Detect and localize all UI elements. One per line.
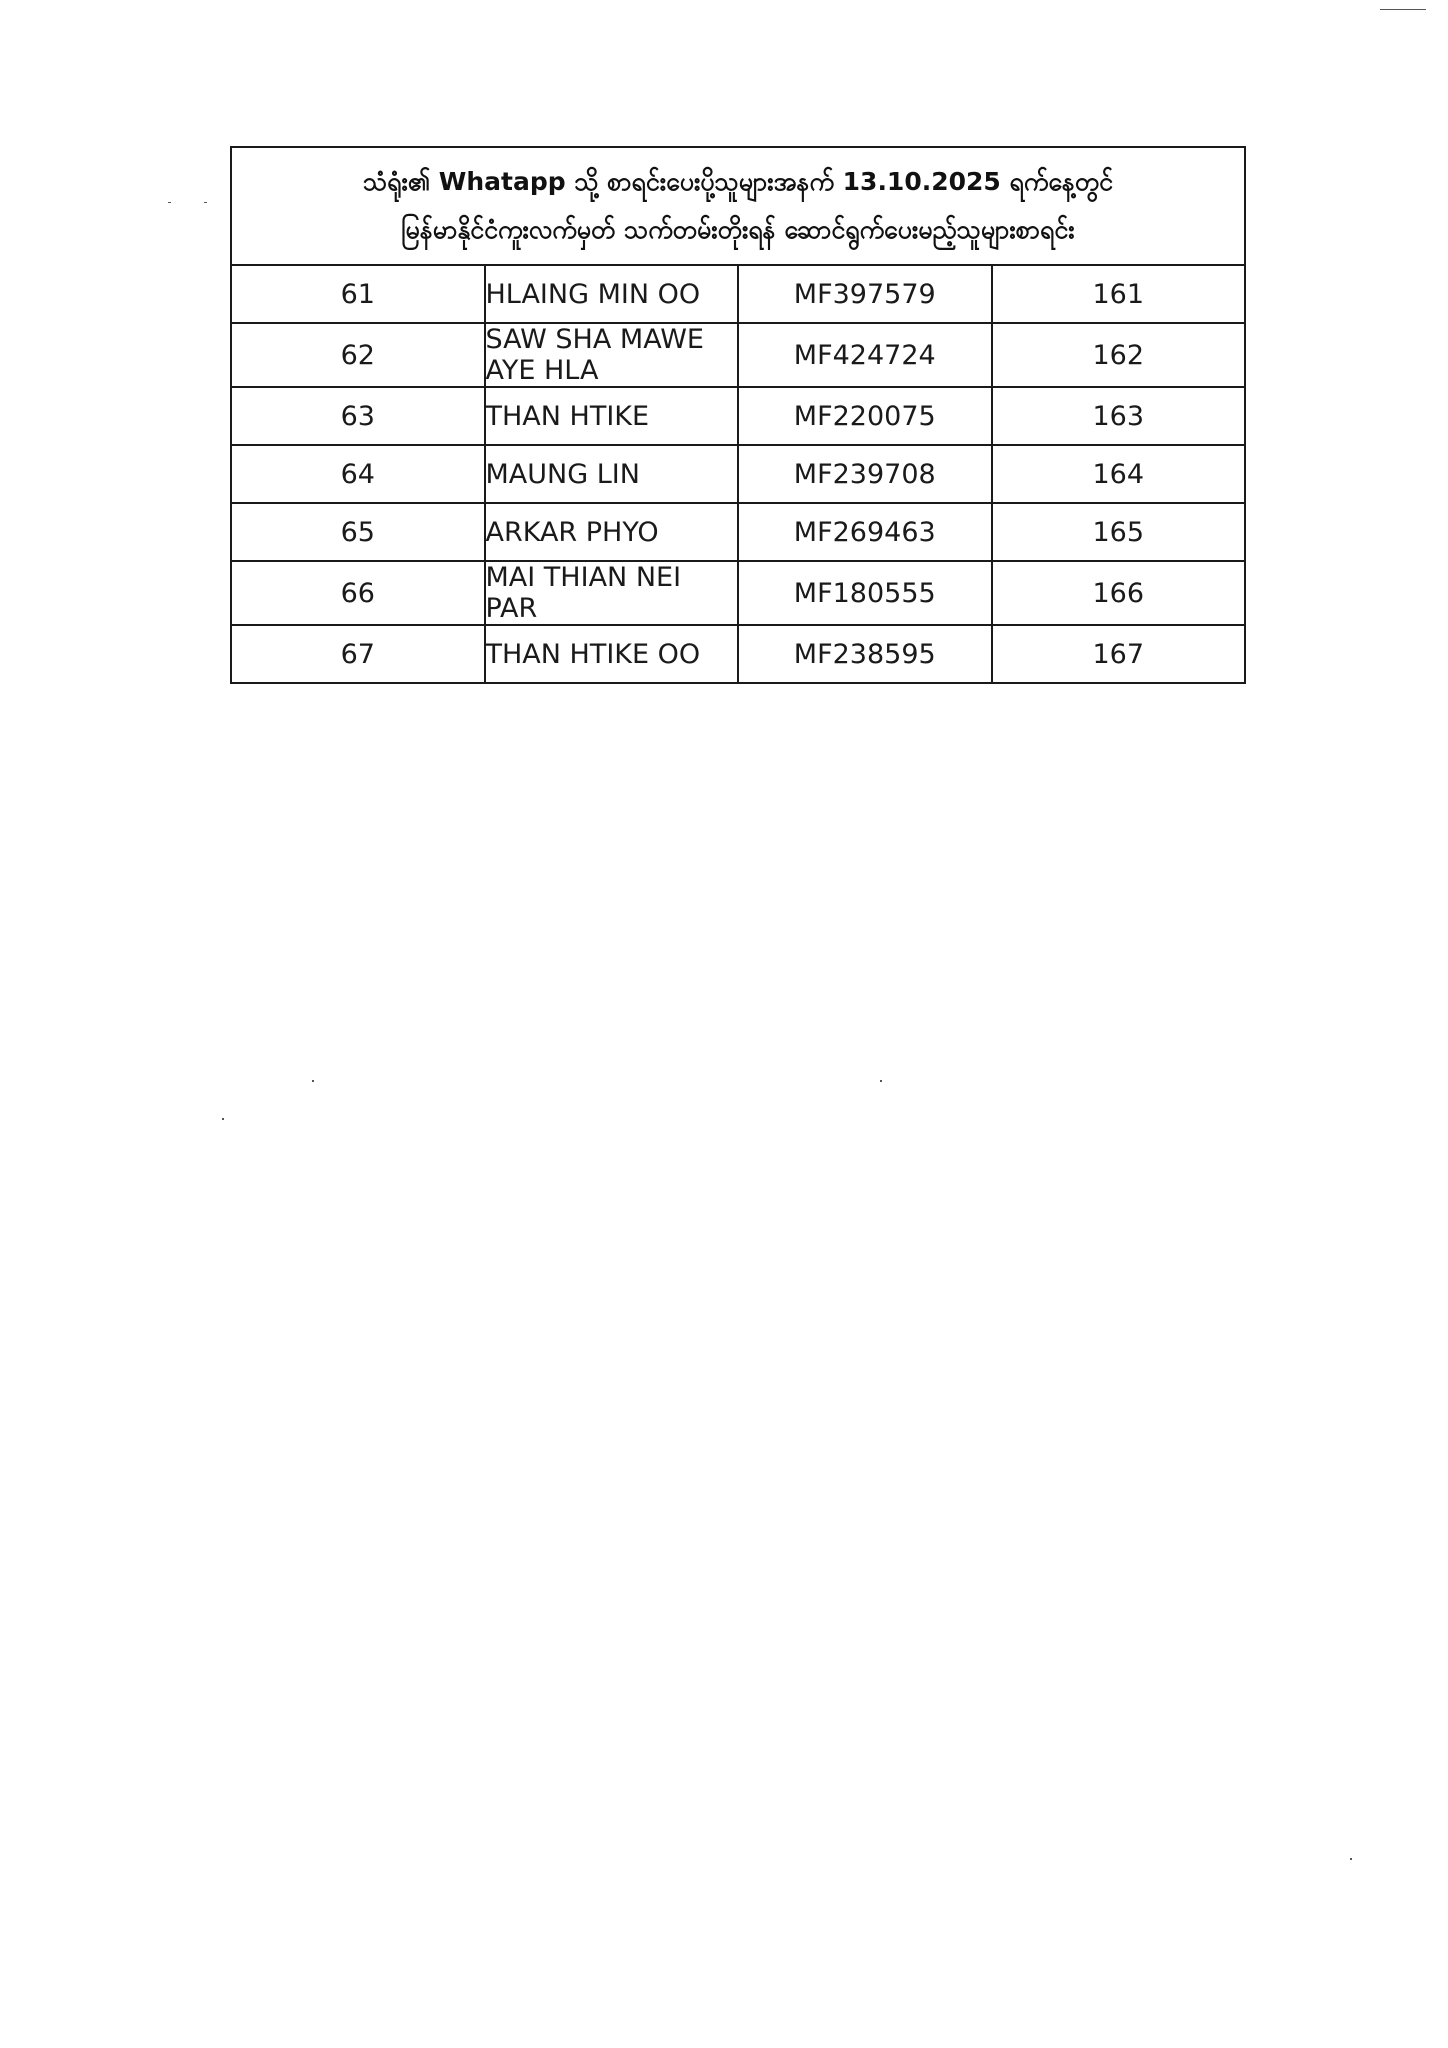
- scan-speck: [312, 1080, 314, 1082]
- title-line-2: မြန်မာနိုင်ငံကူးလက်မှတ် သက်တမ်းတိုးရန် ဆောင်ရွက်ပေးမည့်သူများစာရင်း: [401, 215, 1075, 244]
- table-row: [231, 445, 1245, 503]
- table-row: [231, 387, 1245, 445]
- row-number: 65: [231, 503, 485, 561]
- applicant-table: [230, 146, 1246, 684]
- scan-speck: [880, 1080, 882, 1082]
- table-title-row: [231, 147, 1245, 265]
- title-line-1: သံရုံး၏ Whatapp သို့ စာရင်းပေးပို့သူများအနက် 13.10.2025 ရက်နေ့တွင်: [362, 167, 1114, 196]
- row-number: 61: [231, 265, 485, 323]
- queue-number: 163: [992, 387, 1246, 445]
- table-row: [231, 323, 1245, 387]
- table-row: [231, 625, 1245, 683]
- table-title: [231, 147, 1245, 265]
- passport-number: MF269463: [738, 503, 992, 561]
- queue-number: 162: [992, 323, 1246, 387]
- passport-number: MF220075: [738, 387, 992, 445]
- scan-speck: [222, 1118, 224, 1120]
- applicant-name: THAN HTIKE: [485, 387, 739, 445]
- scan-speck: [168, 202, 171, 203]
- scan-speck: [1350, 1858, 1352, 1860]
- queue-number: 164: [992, 445, 1246, 503]
- queue-number: 167: [992, 625, 1246, 683]
- passport-number: MF397579: [738, 265, 992, 323]
- passport-number: MF239708: [738, 445, 992, 503]
- passport-number: MF424724: [738, 323, 992, 387]
- row-number: 62: [231, 323, 485, 387]
- row-number: 64: [231, 445, 485, 503]
- applicant-name: HLAING MIN OO: [485, 265, 739, 323]
- row-number: 67: [231, 625, 485, 683]
- passport-number: MF238595: [738, 625, 992, 683]
- applicant-name: ARKAR PHYO: [485, 503, 739, 561]
- applicant-name: SAW SHA MAWE AYE HLA: [485, 323, 739, 387]
- row-number: 66: [231, 561, 485, 625]
- queue-number: 161: [992, 265, 1246, 323]
- passport-number: MF180555: [738, 561, 992, 625]
- table-row: [231, 503, 1245, 561]
- queue-number: 166: [992, 561, 1246, 625]
- applicant-name: MAI THIAN NEI PAR: [485, 561, 739, 625]
- row-number: 63: [231, 387, 485, 445]
- table-row: [231, 561, 1245, 625]
- scan-speck: [1380, 9, 1426, 10]
- scan-speck: [204, 202, 207, 203]
- applicant-name: MAUNG LIN: [485, 445, 739, 503]
- applicant-name: THAN HTIKE OO: [485, 625, 739, 683]
- queue-number: 165: [992, 503, 1246, 561]
- table-row: [231, 265, 1245, 323]
